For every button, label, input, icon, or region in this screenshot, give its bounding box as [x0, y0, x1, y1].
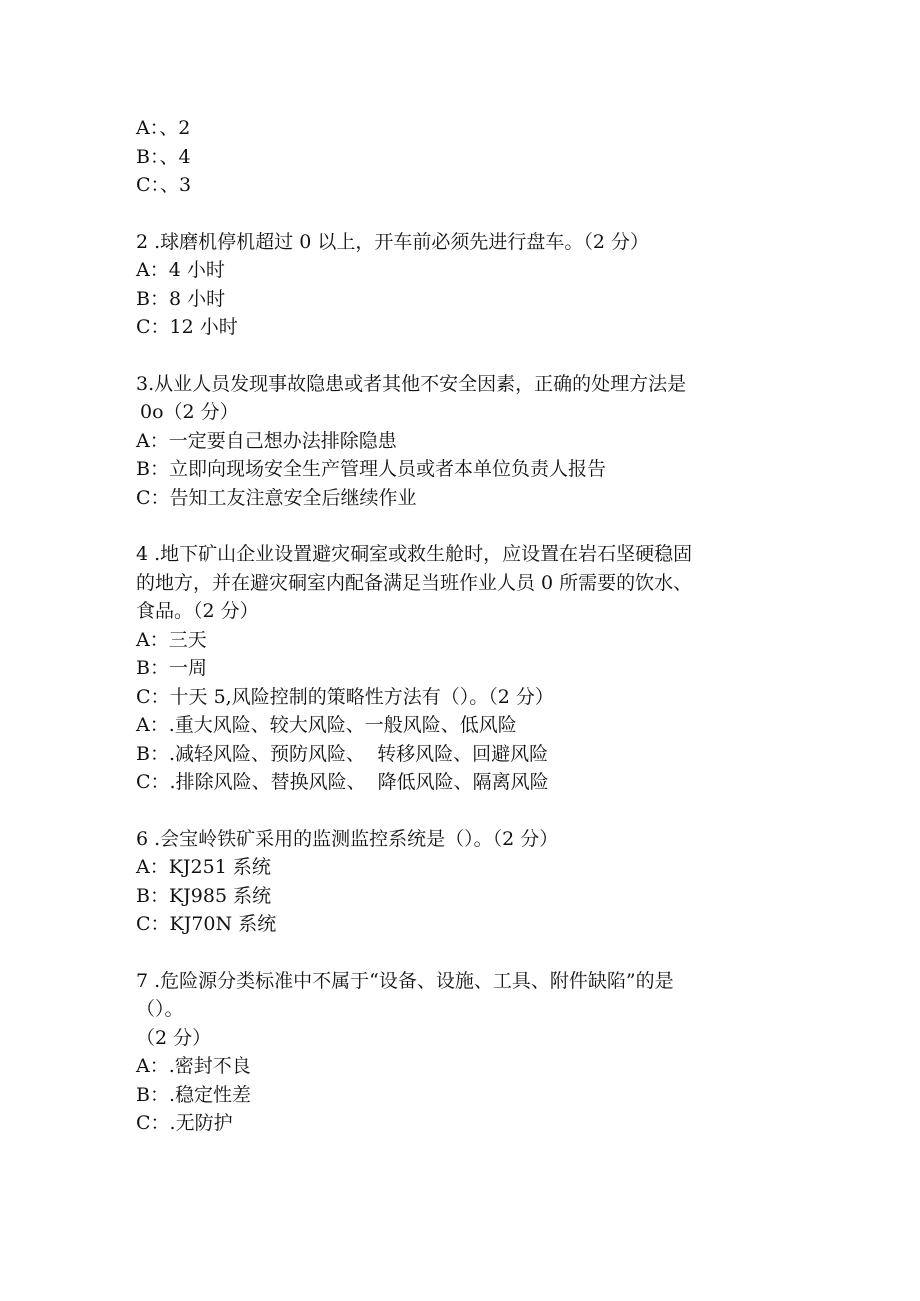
q5-option-b: B：.减轻风险、预防风险、 转移风险、回避风险 — [136, 742, 549, 765]
document-body — [136, 114, 786, 1138]
q3-option-b: B：立即向现场安全生产管理人员或者本单位负责人报告 — [136, 458, 606, 480]
q3-question-line1: 3.从业人员发现事故隐患或者其他不安全因素，正确的处理方法是 — [136, 372, 687, 395]
q7-option-a: A：.密封不良 — [136, 1055, 251, 1077]
q4-option-c-q5-question: C：十天 5,风险控制的策略性方法有（）。（2 分） — [136, 685, 554, 708]
q1-option-c: C：、3 — [136, 174, 192, 196]
q4-option-b: B：一周 — [136, 657, 207, 679]
q7-option-b: B：.稳定性差 — [136, 1083, 252, 1106]
q4-question-line1: 4 .地下矿山企业设置避灾硐室或救生舱时，应设置在岩石坚硬稳固 — [136, 543, 693, 565]
q2-option-a: A：4 小时 — [136, 259, 225, 281]
q7-option-c: C：.无防护 — [136, 1112, 233, 1134]
q3-option-c: C：告知工友注意安全后继续作业 — [136, 486, 417, 509]
q6-question: 6 .会宝岭铁矿采用的监测监控系统是（）。（2 分） — [136, 827, 559, 850]
q2-option-c: C：12 小时 — [136, 316, 238, 338]
q7-question-line2: （）。 — [136, 998, 184, 1020]
q2-question: 2 .球磨机停机超过 0 以上，开车前必须先进行盘车。（2 分） — [136, 230, 649, 253]
q7-question-line3: （2 分） — [136, 1026, 212, 1049]
q4-question-line2: 的地方，并在避灾硐室内配备满足当班作业人员 0 所需要的饮水、 — [136, 571, 693, 594]
q2-option-b: B：8 小时 — [136, 287, 226, 310]
q1-option-a: A：、2 — [136, 117, 191, 139]
q6-option-b: B：KJ985 系统 — [136, 884, 272, 907]
q4-question-line3: 食品。（2 分） — [136, 600, 259, 622]
q6-option-a: A：KJ251 系统 — [136, 856, 271, 878]
q3-option-a: A：一定要自己想办法排除隐患 — [136, 429, 397, 452]
q3-question-line2: 0o（2 分） — [140, 401, 239, 423]
q5-option-a: A：.重大风险、较大风险、一般风险、低风险 — [136, 714, 517, 736]
q5-option-c: C：.排除风险、替换风险、 降低风险、隔离风险 — [136, 771, 549, 793]
q6-option-c: C：KJ70N 系统 — [136, 913, 277, 935]
q4-option-a: A：三天 — [136, 628, 207, 651]
q7-question-line1: 7 .危险源分类标准中不属于“设备、设施、工具、附件缺陷”的是 — [136, 969, 674, 992]
q1-option-b: B：、4 — [136, 145, 191, 168]
